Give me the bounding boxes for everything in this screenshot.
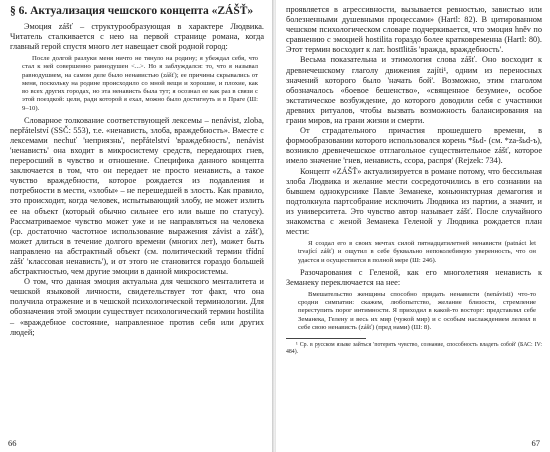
page-number: 67 bbox=[531, 438, 540, 448]
block-quote: Я создал его в своих мечтах силой пятнадцатилетней ненависти (patnáct let trvající zášť) и ощутил в себе буквально непоколебимую уверенность, что он удастся и осуществится в полной мере (Ш: 246). bbox=[298, 240, 536, 264]
right-text-column bbox=[286, 5, 542, 356]
right-page bbox=[276, 0, 550, 452]
paragraph: Разочарования с Геленой, как его многолетняя ненависть к Земанеку переключается на нее: bbox=[286, 267, 542, 287]
left-page bbox=[0, 0, 272, 452]
paragraph: проявляется в агрессивности, вызывается ревностью, завистью или болезненными душевными процессами» (Hartl: 82). В цитированном чешском психологическом словаре подчеркивается, что эмоция hněv по сравнению с эмоцией hostilita гораздо более кратковременна (Hartl: 80). Этот термин восходит к лат. hostīlitās 'вражда, враждебность'. bbox=[286, 5, 542, 55]
paragraph: Эмоция zášť – структурообразующая в характере Людвика. Читатель сталкивается с нею на первой странице романа, когда главный герой спустя много лет навещает свой родной город: bbox=[10, 22, 264, 52]
block-quote: Вмешательство женщины способно придать ненависти (nenávisti) что-то сродни симпатии: скажем, любопытство, желание близости, стремление переступить порог интимности. Я приходил в какой-то восторг: представлял себе Земанека, Гелену и весь их мир (чужой мир) и с особым наслаждением лелеял в себе свою ненависть (zášť) (пред нами) (Ш: 8). bbox=[298, 290, 536, 331]
footnote-rule bbox=[286, 338, 366, 339]
section-heading: § 6. Актуализация чешского концепта «ZÁŠŤ» bbox=[10, 5, 254, 17]
block-quote: После долгой разлуки меня ничто не тянуло на родину; я убеждал себя, что стал к ней совершенно равнодушен <...>. Но я заблуждался: то, что я называл равнодушием, на самом деле было ненавистью (zášť); ее причины скрывались от меня, поскольку на родине происходило со мной вещи и хорошие, и плохие, как во всех других городах, но эта ненависть была тут; я осознал ее как раз в связи с этой поездкой: цели, ради которой я ехал, можно было достигнуть и в Праге (Ш: 9–10). bbox=[22, 55, 258, 112]
paragraph: Словарное толкование соответствующей лексемы – nenávist, zloba, nepřátelství (SSČ: 553), т.е. «ненависть, злоба, враждебность». Вместе с лексемами nechuť 'неприязнь', nepřátelství 'враждебность', nenávist 'ненависть' она входит в микросистему средств, передающих гнев, переросший в чувство и отношение. Специфика данного концепта заключается в том, что он передает не просто ненависть, а такое чувство враждебности, которое рождается из подавления и потребности в мести, «злобы» – не перешедшей в злость. Как правило, это происходит, когда человек, испытывающий злобу, не может излить ее на объект (который обычно сильнее его или выше по статусу). Рассматриваемое чувство может уже и не направляться на человека (ср. достаточно частотное использование выражения závist a zášť), может длиться в течение долгого времени (многих лет), может быть направлено на абстрактный объект (см. политический термин třídní zášť 'классовая ненависть'), и от этого не становится гораздо большей абстрактностью, чем другие эмоции в данной микросистемы. bbox=[10, 115, 264, 277]
paragraph: Весьма показательна и этимология слова zášť. Оно восходит к древнечешскому глаголу движения zajíti¹, одним из переносных значений которого было 'начать бой'. Возможно, этим глаголом обозначалось «боевое бешенство», «священное безумие», особое экстатическое возбуждение, до которого доводили себя с участники древних ритуалов, чтобы вызвать возможность балансирования на грани миров, на грани жизни и смерти. bbox=[286, 55, 542, 126]
paragraph: О том, что данная эмоция актуальна для чешского менталитета и чешской языковой личности, свидетельствует тот факт, что она получила отражение и в чешской психологической терминологии. Для обозначения этой эмоции существует психологический термин hostilita – «враждебное состояние, направленное против себя или других людей; bbox=[10, 277, 264, 337]
footnote: ¹ Ср. в русском языке зайться 'потерять чувство, сознание, способность владеть собой' (БАС: IV: 484). bbox=[286, 341, 542, 355]
left-text-column bbox=[10, 5, 264, 338]
paragraph: Концепт «ZÁŠŤ» актуализируется в романе потому, что бессильная злоба Людвика и желание мести сосредоточились в его сознании на бывшем однокурснике Павле Земанеке, коньюнктурная демагогия и подтолкнула партсобрание исключить Людвика из партии, а значит, и из университета. Это чувство автор называет zášť. После случайного знакомства с женой Земанека Геленой у Людвика рождается план мести: bbox=[286, 166, 542, 237]
paragraph: От страдательного причастия прошедшего времени, в формообразовании которого использовался корень *šьd- (см. *za-šьd-ъ), возникло древнечешское отглагольное существительное zášť, которое имело значение 'гнев, ненависть, ссора, распря' (Rejzek: 734). bbox=[286, 126, 542, 166]
page-number: 66 bbox=[8, 438, 17, 448]
